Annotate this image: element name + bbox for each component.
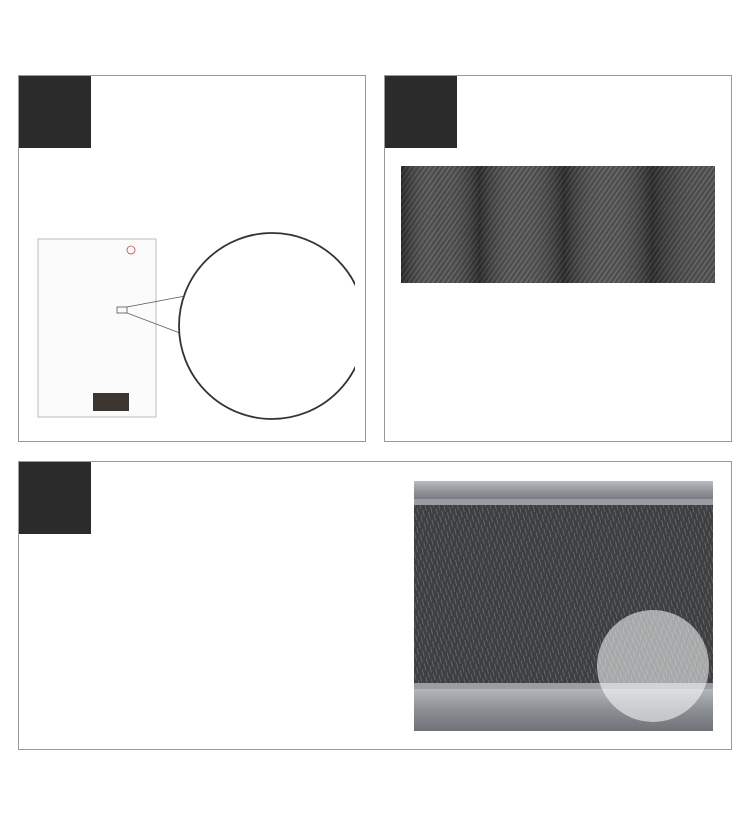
quality-card-2 <box>384 75 732 442</box>
certificate-image <box>37 231 355 421</box>
card-number <box>385 76 457 148</box>
quality-card-3 <box>18 461 732 750</box>
card-number <box>19 76 91 148</box>
card-number <box>19 462 91 534</box>
fabric-swatch <box>93 393 129 411</box>
fabric-photo <box>401 166 715 283</box>
fluffy-badge <box>597 610 709 722</box>
quality-card-1 <box>18 75 366 442</box>
